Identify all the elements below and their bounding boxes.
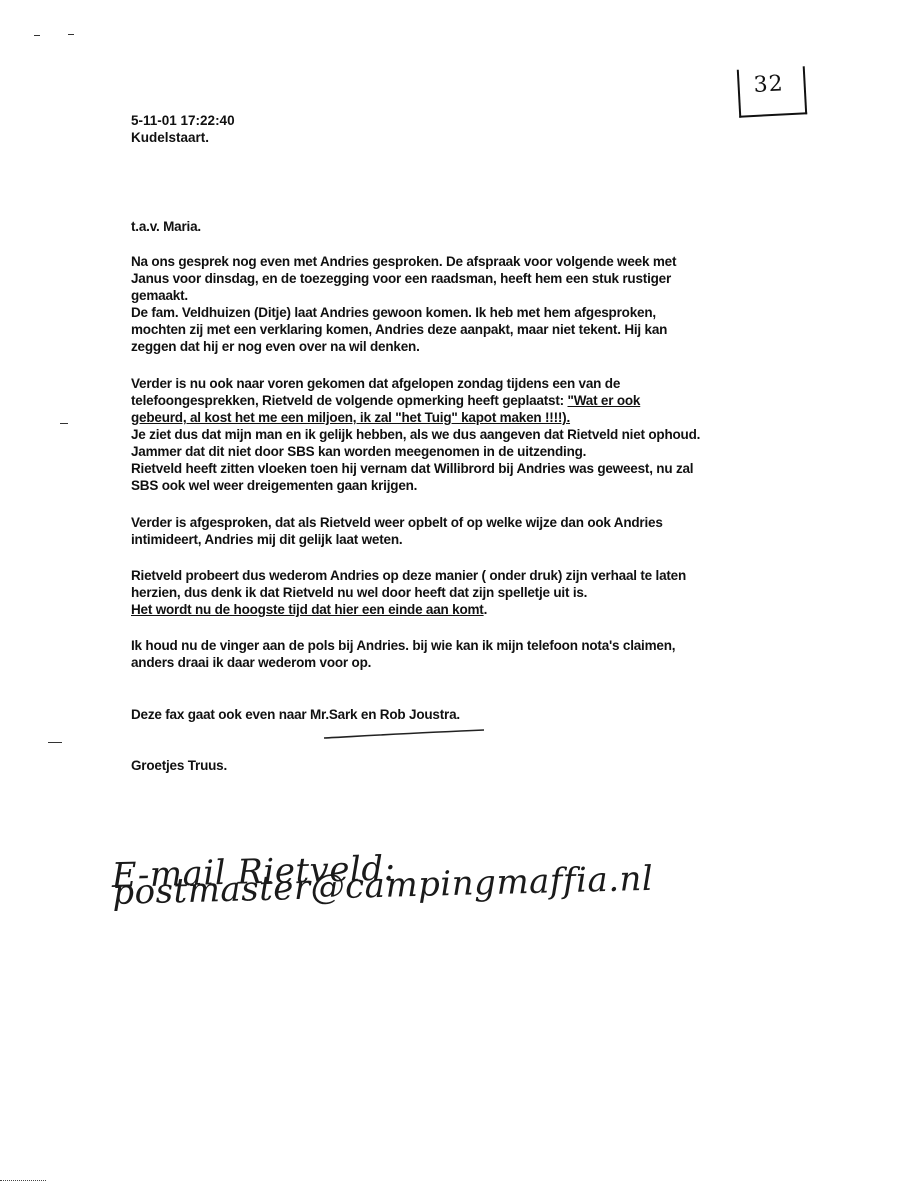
paragraph-line: Ik houd nu de vinger aan de pols bij Andries. bij wie kan ik mijn telefoon nota's claimen, bbox=[131, 638, 676, 653]
handwritten-note: E-mail Rietveld: postmaster@campingmaffia.nl bbox=[111, 848, 654, 913]
paragraph-line bbox=[131, 601, 791, 618]
paragraph-line: mochten zij met een verklaring komen, Andries deze aanpakt, maar niet tekent. Hij kan bbox=[131, 322, 668, 337]
closing-text: Groetjes Truus. bbox=[131, 758, 228, 773]
salutation bbox=[131, 218, 791, 235]
paragraph-line: Verder is afgesproken, dat als Rietveld weer opbelt of op welke wijze dan ook Andries bbox=[131, 515, 663, 530]
paragraph-line: zeggen dat hij er nog even over na wil denken. bbox=[131, 339, 420, 354]
salutation-text: t.a.v. Maria. bbox=[131, 219, 201, 234]
sentence-end: . bbox=[483, 602, 488, 617]
paragraph-line bbox=[131, 392, 791, 409]
paragraph-line: Verder is nu ook naar voren gekomen dat afgelopen zondag tijdens een van de bbox=[131, 376, 621, 391]
scan-dots bbox=[0, 1180, 46, 1181]
paragraph-line: Rietveld probeert dus wederom Andries op deze manier ( onder druk) zijn verhaal te laten bbox=[131, 568, 687, 583]
paragraph-2 bbox=[131, 375, 791, 494]
page-number: 32 bbox=[752, 71, 785, 98]
fax-place: Kudelstaart. bbox=[131, 130, 210, 145]
fax-timestamp: 5-11-01 17:22:40 bbox=[131, 113, 235, 128]
paragraph-line: Deze fax gaat ook even naar Mr.Sark en Rob Joustra. bbox=[131, 707, 460, 722]
paragraph-line: Rietveld heeft zitten vloeken toen hij vernam dat Willibrord bij Andries was geweest, nu zal bbox=[131, 461, 694, 476]
paragraph-6 bbox=[131, 706, 791, 723]
paragraph-1 bbox=[131, 253, 791, 355]
paragraph-line: Na ons gesprek nog even met Andries gesproken. De afspraak voor volgende week met bbox=[131, 254, 677, 269]
paragraph-line: gemaakt. bbox=[131, 288, 188, 303]
paragraph-line: anders draai ik daar wederom voor op. bbox=[131, 655, 372, 670]
paragraph-line-text: telefoongesprekken, Rietveld de volgende opmerking heeft geplaatst: bbox=[131, 393, 568, 408]
pen-stroke bbox=[322, 728, 487, 742]
paragraph-line: intimideert, Andries mij dit gelijk laat weten. bbox=[131, 532, 403, 547]
scan-speck bbox=[68, 34, 74, 35]
quote-underlined: "Wat er ook bbox=[567, 393, 641, 408]
paragraph-3 bbox=[131, 514, 791, 548]
quote-underlined: gebeurd, al kost het me een miljoen, ik zal "het Tuig" kapot maken !!!!). bbox=[131, 410, 571, 425]
scan-speck bbox=[34, 35, 40, 36]
fax-header bbox=[131, 112, 235, 146]
scan-speck bbox=[60, 423, 68, 424]
paragraph-line: Janus voor dinsdag, en de toezegging voor een raadsman, heeft hem een stuk rustiger bbox=[131, 271, 672, 286]
paragraph-line: Jammer dat dit niet door SBS kan worden meegenomen in de uitzending. bbox=[131, 444, 587, 459]
paragraph-line: herzien, dus denk ik dat Rietveld nu wel door heeft dat zijn spelletje uit is. bbox=[131, 585, 588, 600]
underlined-sentence: Het wordt nu de hoogste tijd dat hier een einde aan komt bbox=[131, 602, 484, 617]
page-number-stamp bbox=[737, 66, 807, 117]
scan-speck bbox=[48, 742, 62, 743]
paragraph-line: Je ziet dus dat mijn man en ik gelijk hebben, als we dus aangeven dat Rietveld niet ophoud. bbox=[131, 427, 701, 442]
paragraph-line: SBS ook wel weer dreigementen gaan krijgen. bbox=[131, 478, 418, 493]
paragraph-5 bbox=[131, 637, 791, 671]
closing bbox=[131, 757, 791, 774]
paragraph-line: De fam. Veldhuizen (Ditje) laat Andries gewoon komen. Ik heb met hem afgesproken, bbox=[131, 305, 656, 320]
paragraph-4 bbox=[131, 567, 791, 618]
